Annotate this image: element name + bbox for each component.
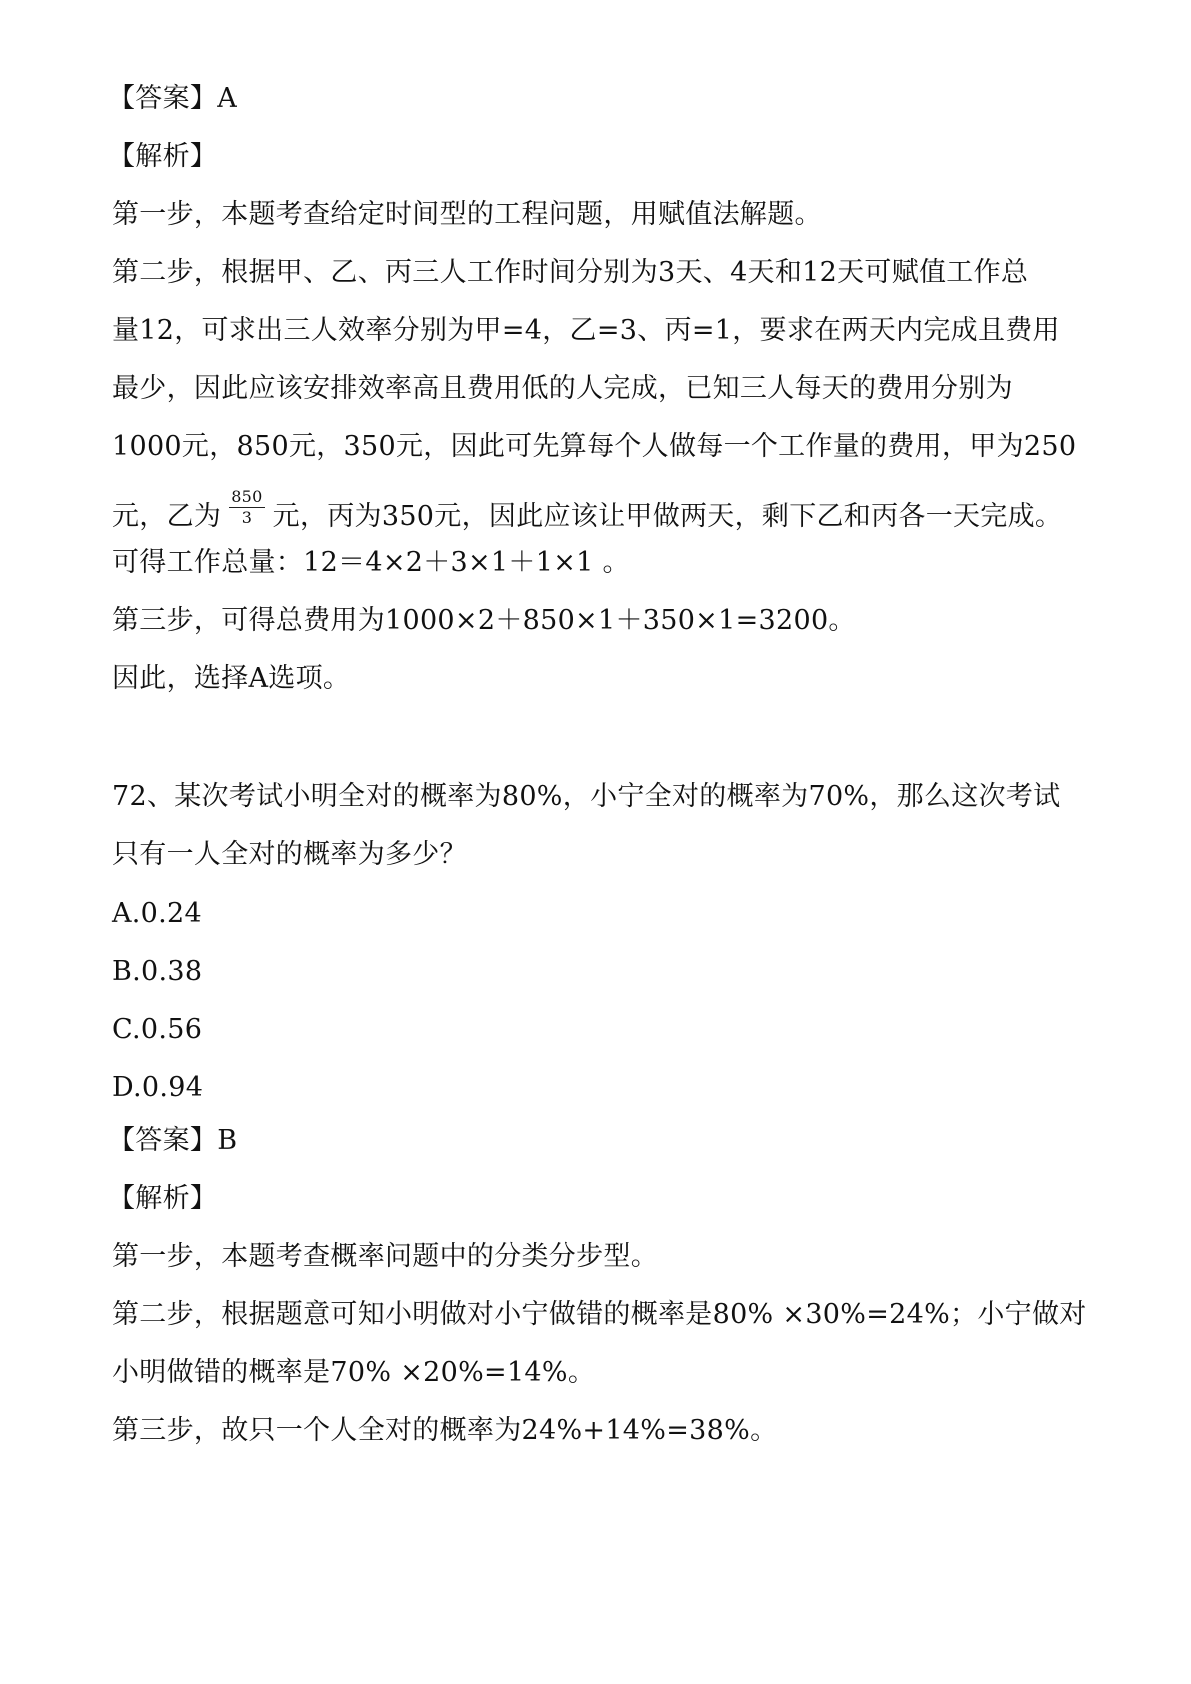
q71-step2-line4: 1000元，850元，350元，因此可先算每个人做每一个工作量的费用，甲为250 (112, 431, 1077, 462)
q71-step1: 第一步，本题考查给定时间型的工程问题，用赋值法解题。 (112, 199, 822, 230)
q72-option-c: C.0.56 (112, 1014, 203, 1045)
q72-analysis-label: 【解析】 (108, 1183, 218, 1214)
q71-conclusion: 因此，选择A选项。 (112, 663, 351, 694)
q71-step2-line5 (112, 487, 1063, 537)
q71-answer: 【答案】A (108, 83, 237, 114)
q72-step1: 第一步，本题考查概率问题中的分类分步型。 (112, 1241, 658, 1272)
q71-step3: 第三步，可得总费用为1000×2＋850×1＋350×1=3200。 (112, 605, 856, 636)
q71-step2-line6: 可得工作总量：12＝4×2＋3×1＋1×1 。 (112, 547, 630, 578)
q71-analysis-label: 【解析】 (108, 141, 218, 172)
q71-step2-line1: 第二步，根据甲、乙、丙三人工作时间分别为3天、4天和12天可赋值工作总 (112, 257, 1029, 288)
fraction-850-over-3 (229, 488, 264, 527)
q72-step2-line2: 小明做错的概率是70% ×20%=14%。 (112, 1357, 596, 1388)
q72-option-b: B.0.38 (112, 956, 203, 987)
fraction-numerator: 850 (231, 487, 263, 506)
q72-answer: 【答案】B (108, 1125, 238, 1156)
q71-step2-line3: 最少，因此应该安排效率高且费用低的人完成，已知三人每天的费用分别为 (112, 373, 1013, 404)
q72-option-a: A.0.24 (112, 898, 202, 929)
fraction-denominator: 3 (241, 508, 253, 527)
q71-step2-line2: 量12，可求出三人效率分别为甲=4，乙=3、丙=1，要求在两天内完成且费用 (112, 315, 1060, 346)
q72-step3: 第三步，故只一个人全对的概率为24%+14%=38%。 (112, 1415, 778, 1446)
q71-step2-line5-after: 元，丙为350元，因此应该让甲做两天，剩下乙和丙各一天完成。 (272, 501, 1063, 532)
q72-option-d: D.0.94 (112, 1072, 204, 1103)
q72-question-line1: 72、某次考试小明全对的概率为80%，小宁全对的概率为70%，那么这次考试 (112, 781, 1061, 812)
q72-question-line2: 只有一人全对的概率为多少？ (112, 839, 467, 870)
q72-step2-line1: 第二步，根据题意可知小明做对小宁做错的概率是80% ×30%=24%；小宁做对 (112, 1299, 1087, 1330)
q71-step2-line5-before: 元，乙为 (112, 501, 222, 532)
